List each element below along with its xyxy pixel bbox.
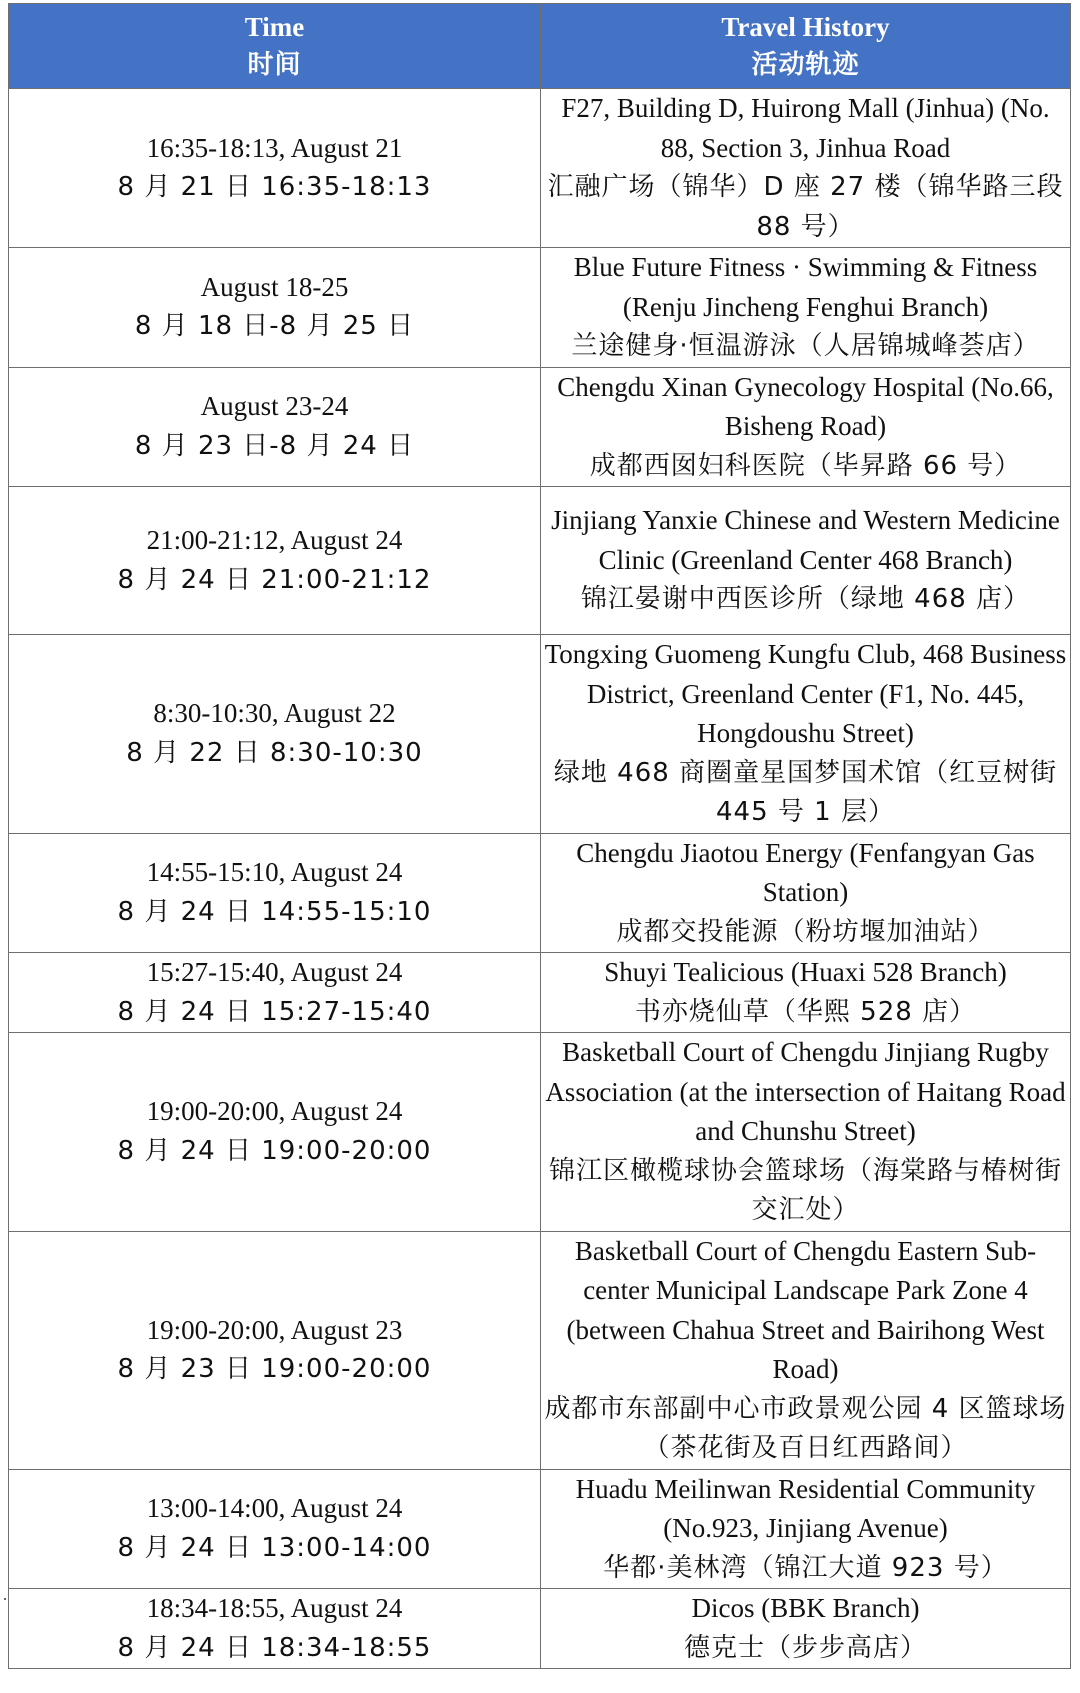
time-zh: 8 月 24 日 15:27-15:40 [117,996,432,1027]
place-en: Tongxing Guomeng Kungfu Club, 468 Business District, Greenland Center (F1, No. 445, Hongdoushu Street) [544,639,1067,748]
place-cell [541,1231,1071,1469]
time-en: August 23-24 [200,391,349,422]
table-row [9,1589,1071,1669]
place-en: Blue Future Fitness · Swimming & Fitness (Renju Jincheng Fenghui Branch) [573,252,1038,322]
time-cell [9,953,541,1033]
place-en: Shuyi Tealicious (Huaxi 528 Branch) [604,957,1007,987]
time-cell [9,1231,541,1469]
travel-history-document [8,3,1070,1669]
place-zh: 华都·美林湾（锦江大道 923 号） [603,1552,1008,1583]
time-zh: 8 月 18 日-8 月 25 日 [134,311,415,342]
time-en: 18:34-18:55, August 24 [146,1593,403,1623]
time-header-zh: 时间 [247,50,302,80]
place-zh: 德克士（步步高店） [683,1632,927,1663]
table-row [9,367,1071,487]
time-zh: 8 月 24 日 18:34-18:55 [117,1632,432,1663]
table-row [9,1469,1071,1589]
time-cell [9,1589,541,1669]
place-cell [541,89,1071,248]
place-zh: 汇融广场（锦华）D 座 27 楼（锦华路三段 88 号） [547,172,1064,242]
place-en: Dicos (BBK Branch) [691,1593,920,1623]
place-cell [541,1033,1071,1232]
time-en: 19:00-20:00, August 23 [146,1314,403,1345]
place-en: Chengdu Jiaotou Energy (Fenfangyan Gas Station) [576,837,1035,907]
time-en: 8:30-10:30, August 22 [153,698,396,729]
time-column-header [9,4,541,89]
time-en: 14:55-15:10, August 24 [146,857,403,888]
time-cell [9,635,541,834]
place-cell [541,248,1071,368]
time-en: 16:35-18:13, August 21 [146,132,403,163]
travel-history-table [8,3,1071,1669]
table-row [9,833,1071,953]
place-cell [541,635,1071,834]
time-en: August 18-25 [200,271,349,302]
time-zh: 8 月 24 日 21:00-21:12 [117,564,432,595]
place-en: Huadu Meilinwan Residential Community (No.923, Jinjiang Avenue) [575,1473,1036,1543]
time-zh: 8 月 24 日 19:00-20:00 [117,1135,432,1166]
place-zh: 成都市东部副中心市政景观公园 4 区篮球场（茶花街及百日红西路间） [544,1393,1067,1463]
time-zh: 8 月 22 日 8:30-10:30 [126,737,423,768]
time-zh: 8 月 21 日 16:35-18:13 [117,172,432,202]
table-row [9,635,1071,834]
place-en: Chengdu Xinan Gynecology Hospital (No.66, Bisheng Road) [557,371,1054,441]
table-row [9,1033,1071,1232]
travel-history-column-header [541,4,1071,89]
time-en: 13:00-14:00, August 24 [146,1493,403,1524]
stray-dot [4,1598,6,1600]
time-cell [9,248,541,368]
history-header-zh: 活动轨迹 [751,50,860,80]
time-en: 15:27-15:40, August 24 [146,957,403,987]
place-cell [541,1589,1071,1669]
time-cell [9,89,541,248]
place-cell [541,1469,1071,1589]
time-cell [9,487,541,635]
table-body [9,89,1071,1669]
time-cell [9,367,541,487]
table-row [9,89,1071,248]
time-zh: 8 月 24 日 14:55-15:10 [117,896,432,927]
place-zh: 书亦烧仙草（华熙 528 店） [634,996,977,1027]
place-en: F27, Building D, Huirong Mall (Jinhua) (No. 88, Section 3, Jinhua Road [561,93,1050,163]
table-header [9,4,1071,89]
place-zh: 兰途健身·恒温游泳（人居锦城峰荟店） [571,331,1040,361]
place-en: Basketball Court of Chengdu Eastern Sub-center Municipal Landscape Park Zone 4 (between Chahua Street and Bairihong West Road) [566,1235,1045,1384]
table-row [9,1231,1071,1469]
place-zh: 绿地 468 商圈童星国梦国术馆（红豆树街 445 号 1 层） [553,757,1058,827]
place-cell [541,487,1071,635]
header-row [9,4,1071,89]
place-en: Basketball Court of Chengdu Jinjiang Rugby Association (at the intersection of Haitang Road and Chunshu Street) [545,1037,1066,1146]
time-zh: 8 月 24 日 13:00-14:00 [117,1532,432,1563]
time-cell [9,1469,541,1589]
time-zh: 8 月 23 日 19:00-20:00 [117,1354,432,1384]
time-en: 19:00-20:00, August 24 [146,1096,403,1127]
place-en: Jinjiang Yanxie Chinese and Western Medicine Clinic (Greenland Center 468 Branch) [551,505,1060,575]
table-row [9,248,1071,368]
time-cell [9,1033,541,1232]
place-cell [541,833,1071,953]
place-zh: 锦江区橄榄球协会篮球场（海棠路与椿树街交汇处） [548,1155,1062,1225]
history-header-en: Travel History [721,12,890,42]
time-zh: 8 月 23 日-8 月 24 日 [134,430,415,461]
table-row [9,487,1071,635]
time-header-en: Time [244,12,305,42]
place-cell [541,953,1071,1033]
time-en: 21:00-21:12, August 24 [146,525,403,555]
place-zh: 成都交投能源（粉坊堰加油站） [616,916,995,947]
table-row [9,953,1071,1033]
place-cell [541,367,1071,487]
time-cell [9,833,541,953]
place-zh: 成都西囡妇科医院（毕昇路 66 号） [589,450,1022,481]
place-zh: 锦江晏谢中西医诊所（绿地 468 店） [580,584,1031,615]
